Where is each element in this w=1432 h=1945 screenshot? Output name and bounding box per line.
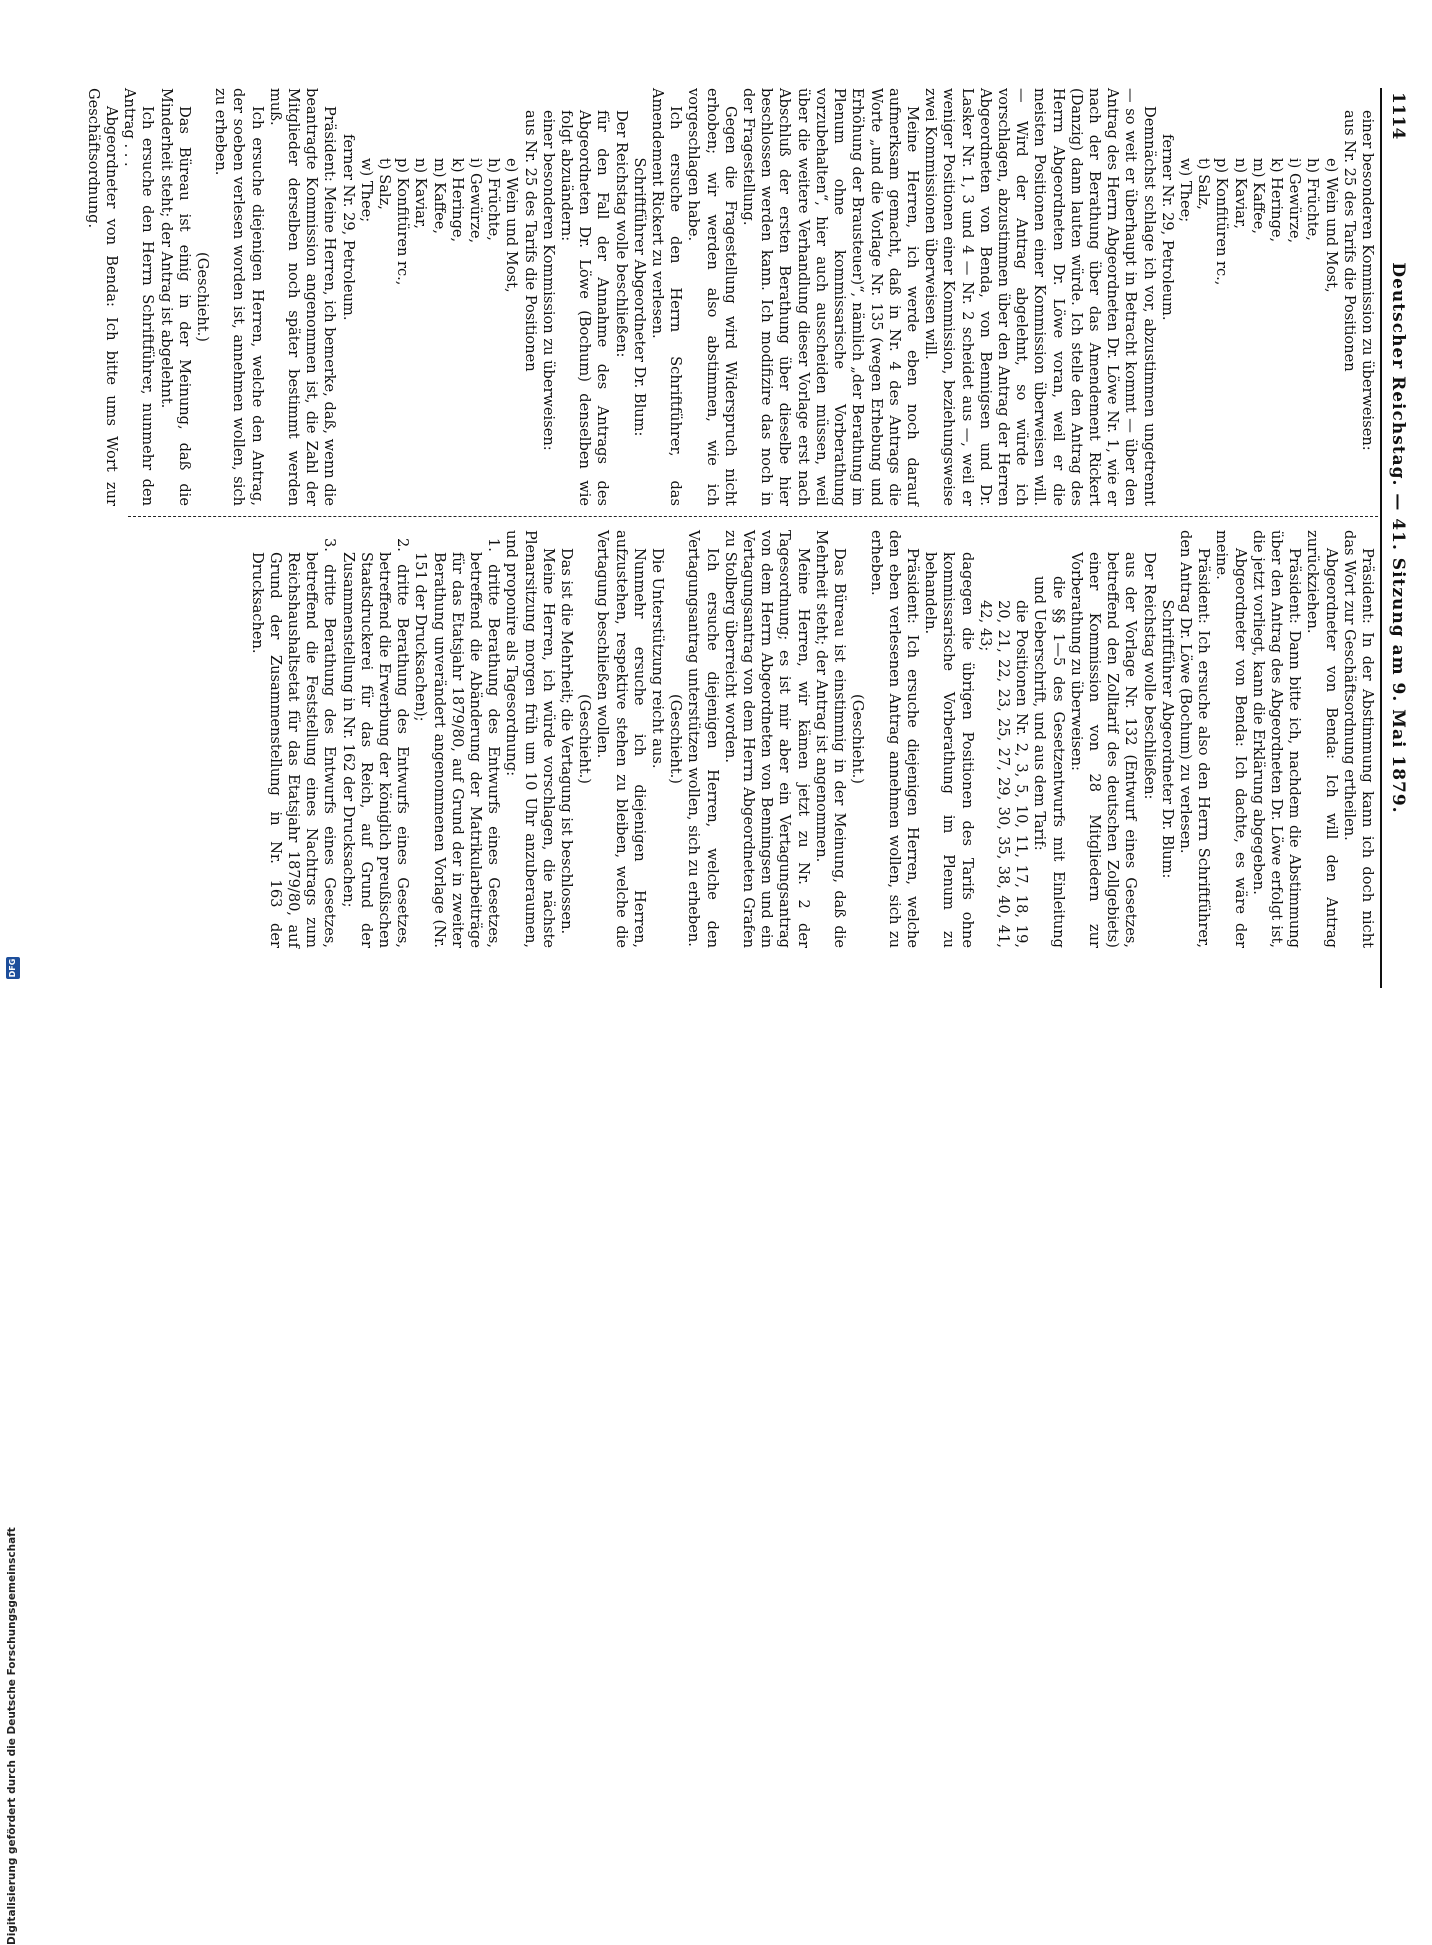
paragraph: Ich ersuche diejenigen Herren, welche den Antrag, der soeben verlesen worden ist, annehmen wollen, sich zu erheben. [212, 88, 266, 506]
paragraph: Meine Herren, ich werde eben noch darauf aufmerksam gemacht, daß in Nr. 4 des Antrags die Worte „und die Vorlage Nr. 135 (wegen Erhebung und Erhöhung der Brausteuer)“, nämlich „der Berathung im Plenum ohne kommissarische Vorberathung vorzubehalten“, hier auch ausscheiden müssen, weil über die weitere Verhandlung dieser Vorlage erst nach Abschluß der ersten Berathung über dieselbe hier beschlossen werden kann. Ich modifizire das noch in der Fragestellung. [740, 88, 921, 506]
list-item: m) Kaffee, [1249, 158, 1267, 235]
paragraph: Der Reichstag wolle beschließen: [1140, 552, 1158, 800]
paragraph: aus Nr. 25 des Tarifs die Positionen [1340, 110, 1358, 372]
agenda-item: 3. dritte Berathung des Entwurfs eines Gesetzes, betreffend die Feststellung eines Nachtrags zum Reichshaushaltsetat für das Etatsjahr 1879/80, auf Grund der Zusammenstellung in Nr. 163 der Drucksachen. [248, 538, 339, 948]
column-divider [128, 516, 1378, 517]
list-item: k) Heringe, [1267, 158, 1285, 243]
list-item: e) Wein und Most, [1322, 158, 1340, 293]
digitization-credit [6, 955, 40, 1945]
list-item: p) Konfitüren rc., [394, 158, 412, 286]
list-item: i) Gewürze, [467, 158, 485, 244]
list-item: w) Thee; [1176, 158, 1194, 223]
speaker-line: Schriftführer Abgeordneter Dr. Blum: [630, 157, 648, 437]
list-item: p) Konfitüren rc., [1213, 158, 1231, 286]
list-item: w) Thee; [357, 158, 375, 223]
paragraph: für den Fall der Annahme des Antrags des Abgeordneten Dr. Löwe (Bochum) denselben wie folgt abzuändern: [558, 110, 612, 506]
list-item: i) Gewürze, [1286, 158, 1304, 244]
paragraph: Abgeordneter von Benda: Ich dachte, es wäre der meine. [1213, 530, 1249, 948]
dfg-logo: DFG [6, 957, 20, 979]
paragraph: ferner Nr. 29, Petroleum. [1158, 134, 1176, 321]
list-item: t) Salz, [376, 158, 394, 210]
paragraph: Präsident: Meine Herren, ich bemerke, daß, wenn die beantragte Kommission angenommen ist, die Zahl der Mitglieder derselben noch später bestimmt werden muß. [266, 88, 339, 506]
list-item: t) Salz, [1195, 158, 1213, 210]
list-item: n) Kaviar, [412, 158, 430, 229]
speaker-line: Schriftführer Abgeordneter Dr. Blum: [1158, 599, 1176, 879]
paragraph: Präsident: Ich ersuche diejenigen Herren, welche den eben verlesenen Antrag annehmen wollen, sich zu erheben. [867, 530, 921, 948]
paragraph: Meine Herren, ich würde vorschlagen, die nächste Plenarsitzung morgen früh um 10 Uhr anzuberaumen, und proponire als Tagesordnung: [503, 530, 557, 948]
left-column [84, 88, 1376, 506]
agenda-item: 2. dritte Berathung des Entwurfs eines Gesetzes, betreffend die Erwerbung der königlich preußischen Staatsdruckerei für das Reich, auf Grund der Zusammenstellung in Nr. 162 der Drucksachen; [339, 538, 412, 948]
paragraph: Ich ersuche den Herrn Schriftführer, nunmehr den Antrag . . . [121, 88, 157, 506]
paragraph: aus Nr. 25 des Tarifs die Positionen [521, 110, 539, 372]
paragraph: aus der Vorlage Nr. 132 (Entwurf eines Gesetzes, betreffend den Zolltarif des deutschen Zollgebiets) einer Kommission von 28 Mitgliedern zur Vorberathung zu überweisen: [1067, 552, 1140, 948]
paragraph: Abgeordneter von Benda: Ich will den Antrag zurückziehen. [1304, 530, 1340, 948]
running-title: Deutscher Reichstag. — 41. Sitzung am 9. Mai 1879. [1388, 262, 1408, 814]
list-item: h) Früchte, [485, 158, 503, 241]
paragraph: Präsident: Ich ersuche also den Herrn Schriftführer, den Antrag Dr. Löwe (Bochum) zu verlesen. [1176, 530, 1213, 948]
paragraph: einer besonderen Kommission zu überweisen: [539, 110, 557, 451]
paragraph: Das Büreau ist einstimmig in der Meinung, daß die Mehrheit steht; der Antrag ist angenommen. [812, 530, 849, 948]
paragraph: Der Reichstag wolle beschließen: [612, 110, 630, 358]
paragraph: ferner Nr. 29, Petroleum. [339, 134, 357, 321]
paragraph: dagegen die übrigen Positionen des Tarifs ohne kommissarische Vorberathung im Plenum zu behandeln. [922, 552, 976, 948]
right-column [247, 530, 1376, 948]
agenda-item: 1. dritte Berathung des Entwurfs eines Gesetzes, betreffend die Abänderung der Matrikularbeiträge für das Etatsjahr 1879/80, auf Grund der in zweiter Berathung unverändert angenommenen Vorlage (Nr. 151 der Drucksachen); [412, 538, 503, 948]
paragraph: die Positionen Nr. 2, 3, 5, 10, 11, 17, 18, 19, 20, 21, 22, 23, 25, 27, 29, 30, 35, 38, 40, 41, 42, 43; [976, 600, 1031, 948]
paragraph: Ich ersuche den Herrn Schriftführer, das Amendement Rickert zu verlesen. [649, 88, 685, 506]
stage-direction: (Geschieht.) [194, 252, 211, 342]
list-item: k) Heringe, [448, 158, 466, 243]
paragraph: Präsident: In der Abstimmung kann ich doch nicht das Wort zur Geschäftsordnung ertheilen. [1340, 530, 1376, 948]
stage-direction: (Geschieht.) [667, 694, 685, 784]
list-item: m) Kaffee, [430, 158, 448, 235]
list-item: e) Wein und Most, [503, 158, 521, 293]
paragraph: Demnächst schlage ich vor, abzustimmen ungetrennt — so weit er überhaupt in Betracht kommt — über den Antrag des Herrn Abgeordneten Dr. Löwe Nr. 1, wie er nach der Berathung über das Amendement Rickert (Danzig) dann lauten würde. Ich stelle den Antrag des Herrn Abgeordneten Dr. Löwe voran, weil er die meisten Positionen einer Kommission überweisen will. — Wird der Antrag abgelehnt, so würde ich vorschlagen, abzustimmen über den Antrag der Herren Abgeordneten von Benda, von Bennigsen und Dr. Lasker Nr. 1, 3 und 4 — Nr. 2 scheidet aus —, weil er weniger Positionen einer Kommission, beziehungsweise zwei Kommissionen überweisen will. [922, 88, 1158, 506]
rotated-page-content [84, 88, 1410, 988]
paragraph: Die Unterstützung reicht aus. [649, 548, 667, 769]
stage-direction: (Geschieht.) [576, 694, 594, 784]
paragraph: Nunmehr ersuche ich diejenigen Herren, aufzustehen, respektive stehen zu bleiben, welche die Vertagung beschließen wollen. [594, 530, 648, 948]
list-item: n) Kaviar, [1231, 158, 1249, 229]
paragraph: Gegen die Fragestellung wird Widerspruch nicht erhoben; wir werden also abstimmen, wie ich vorgeschlagen habe. [685, 88, 739, 506]
paragraph: Meine Herren, wir kämen jetzt zu Nr. 2 der Tagesordnung; es ist mir aber ein Vertagungsantrag von dem Herrn Abgeordneten von Benningsen und ein Vertagungsantrag von dem Herrn Abgeordneten Grafen zu Stolberg überreicht worden. [721, 530, 812, 948]
paragraph: Das Büreau ist einig in der Meinung, daß die Minderheit steht; der Antrag ist abgelehnt. [157, 88, 193, 506]
credit-text: Digitalisierung gefördert durch die Deutsche Forschungsgemeinschaft [6, 1527, 18, 1945]
paragraph: Präsident: Dann bitte ich, nachdem die Abstimmung über den Antrag des Abgeordneten Dr. Löwe erfolgt ist, die jetzt vorliegt, kann die Erklärung abgegeben. [1249, 530, 1304, 948]
stage-direction: (Geschieht.) [849, 694, 867, 784]
paragraph: Ich ersuche diejenigen Herren, welche den Vertagungsantrag unterstützen wollen, sich zu erheben. [685, 530, 721, 948]
page-header [1380, 88, 1410, 988]
paragraph: Abgeordneter von Benda: Ich bitte ums Wort zur Geschäftsordnung. [84, 88, 120, 506]
page-number: 1114 [1388, 92, 1408, 140]
list-item: h) Früchte, [1304, 158, 1322, 241]
paragraph: Das ist die Mehrheit; die Vertagung ist beschlossen. [558, 548, 576, 935]
paragraph: einer besonderen Kommission zu überweisen: [1359, 110, 1376, 451]
paragraph: die §§ 1—5 des Gesetzentwurfs mit Einleitung und Ueberschrift, und aus dem Tarif: [1031, 576, 1067, 948]
